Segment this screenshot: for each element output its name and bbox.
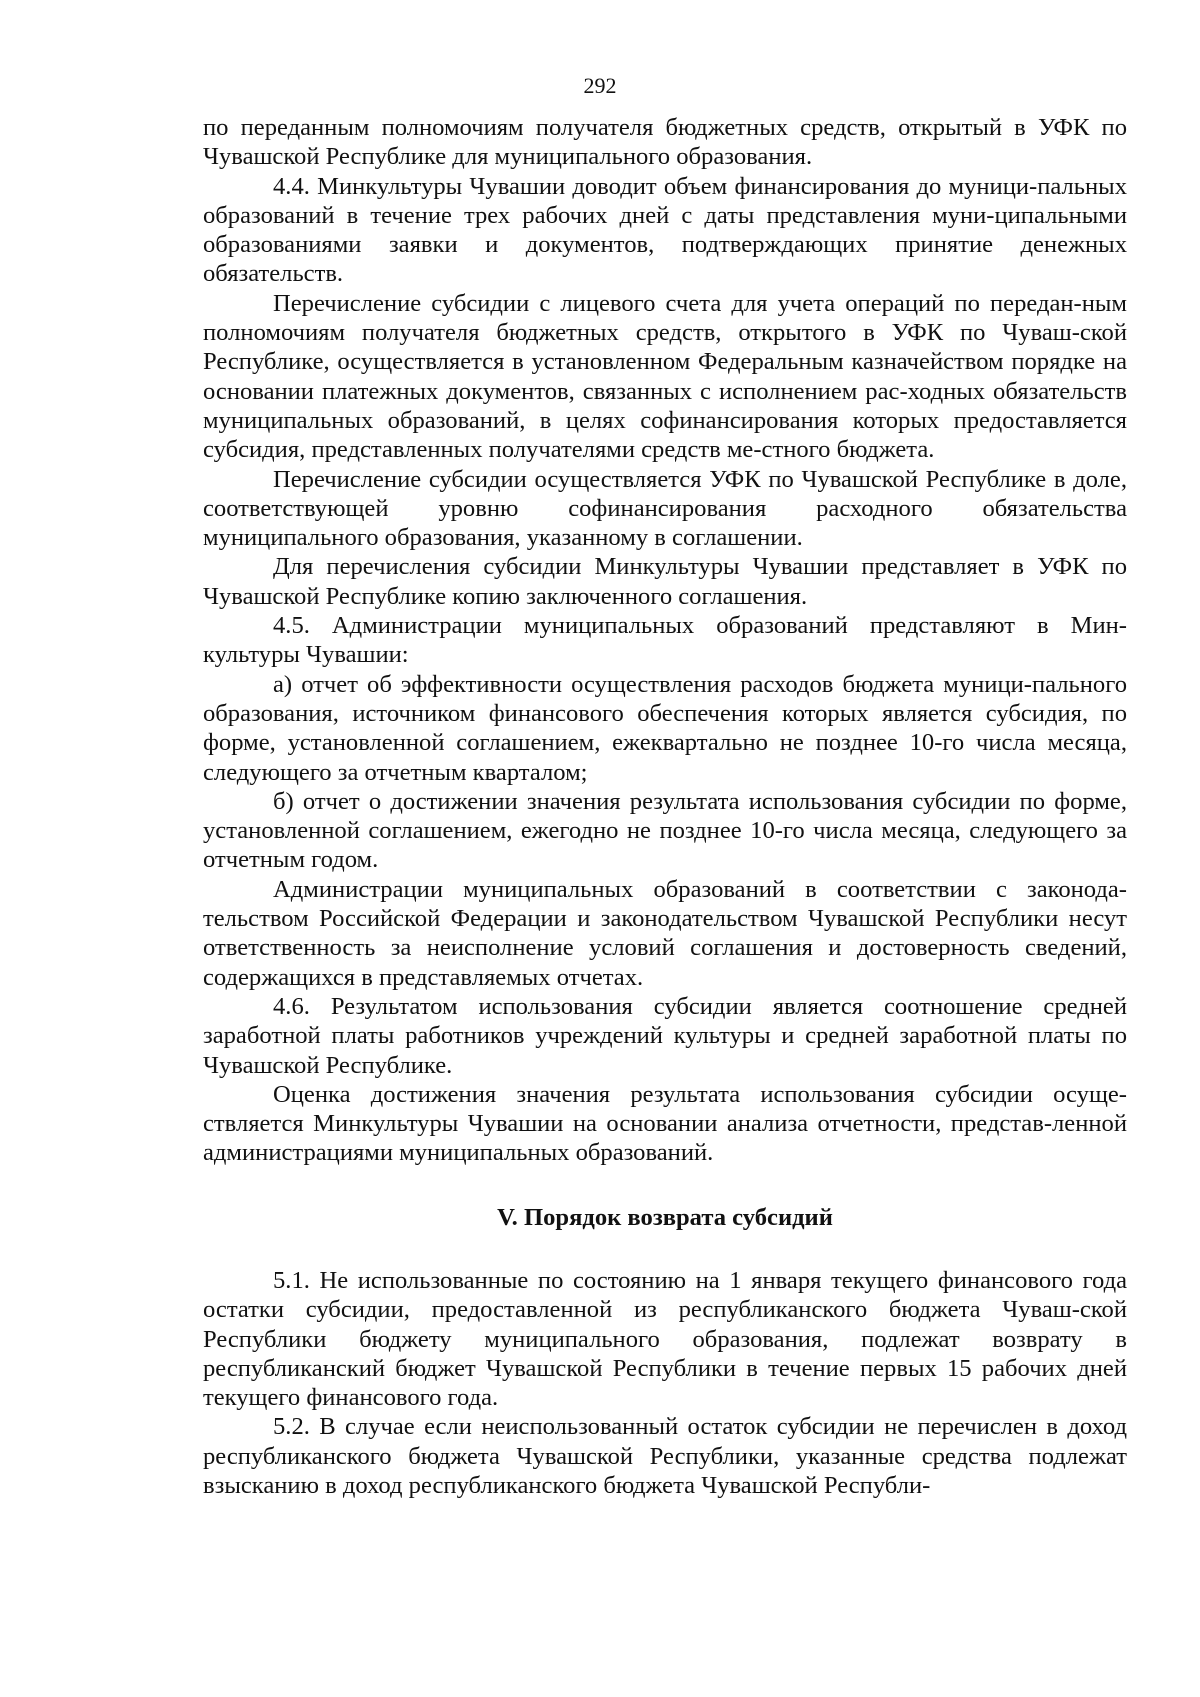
paragraph: а) отчет об эффективности осуществления расходов бюджета муници-пального образования, источником финансового обеспечения которых является субсидия, по форме, установленной соглашением, ежеквартально не позднее 10-го числа месяца, следующего за отчетным кварталом; — [203, 670, 1127, 786]
paragraph: 5.2. В случае если неиспользованный остаток субсидии не перечислен в доход республиканского бюджета Чувашской Республики, указанные средства подлежат взысканию в доход республиканского бюджета Чувашской Республи- — [203, 1413, 1127, 1500]
paragraph: б) отчет о достижении значения результата использования субсидии по форме, установленной соглашением, ежегодно не позднее 10-го числа месяца, следующего за отчетным годом. — [203, 787, 1127, 874]
paragraph: Для перечисления субсидии Минкультуры Чувашии представляет в УФК по Чувашской Республике копию заключенного соглашения. — [203, 553, 1127, 610]
page-number: 292 — [583, 73, 617, 98]
paragraph: 5.1. Не использованные по состоянию на 1 января текущего финансового года остатки субсидии, предоставленной из республиканского бюджета Чуваш-ской Республики бюджету муниципального образования, подлежат возврату в республиканский бюджет Чувашской Республики в течение первых 15 рабочих дней текущего финансового года. — [203, 1266, 1127, 1412]
paragraph: 4.6. Результатом использования субсидии является соотношение средней заработной платы работников учреждений культуры и средней заработной платы по Чувашской Республике. — [203, 992, 1127, 1079]
section-heading: V. Порядок возврата субсидий — [497, 1203, 833, 1231]
paragraph: 4.5. Администрации муниципальных образований представляют в Мин-культуры Чувашии: — [203, 612, 1127, 669]
paragraph: Перечисление субсидии с лицевого счета для учета операций по передан-ным полномочиям получателя бюджетных средств, открытого в УФК по Чуваш-ской Республике, осуществляется в установленном Федеральным казначейством порядке на основании платежных документов, связанных с исполнением рас-ходных обязательств муниципальных образований, в целях софинансирования которых предоставляется субсидия, представленных получателями средств ме-стного бюджета. — [203, 289, 1127, 464]
paragraph: Оценка достижения значения результата использования субсидии осуще-ствляется Минкультуры Чувашии на основании анализа отчетности, представ-ленной администрациями муниципальных образований. — [203, 1080, 1127, 1167]
paragraph: по переданным полномочиям получателя бюджетных средств, открытый в УФК по Чувашской Республике для муниципального образования. — [203, 114, 1127, 171]
paragraph: Администрации муниципальных образований в соответствии с законода-тельством Российской Федерации и законодательством Чувашской Республики несут ответственность за неисполнение условий соглашения и достоверность сведений, содержащихся в представляемых отчетах. — [203, 875, 1127, 991]
paragraph: Перечисление субсидии осуществляется УФК по Чувашской Республике в доле, соответствующей уровню софинансирования расходного обязательства муниципального образования, указанному в соглашении. — [203, 465, 1127, 552]
document-body — [203, 113, 1127, 1500]
paragraph: 4.4. Минкультуры Чувашии доводит объем финансирования до муници-пальных образований в течение трех рабочих дней с даты представления муни-ципальными образованиями заявки и документов, подтверждающих принятие денежных обязательств. — [203, 172, 1127, 288]
